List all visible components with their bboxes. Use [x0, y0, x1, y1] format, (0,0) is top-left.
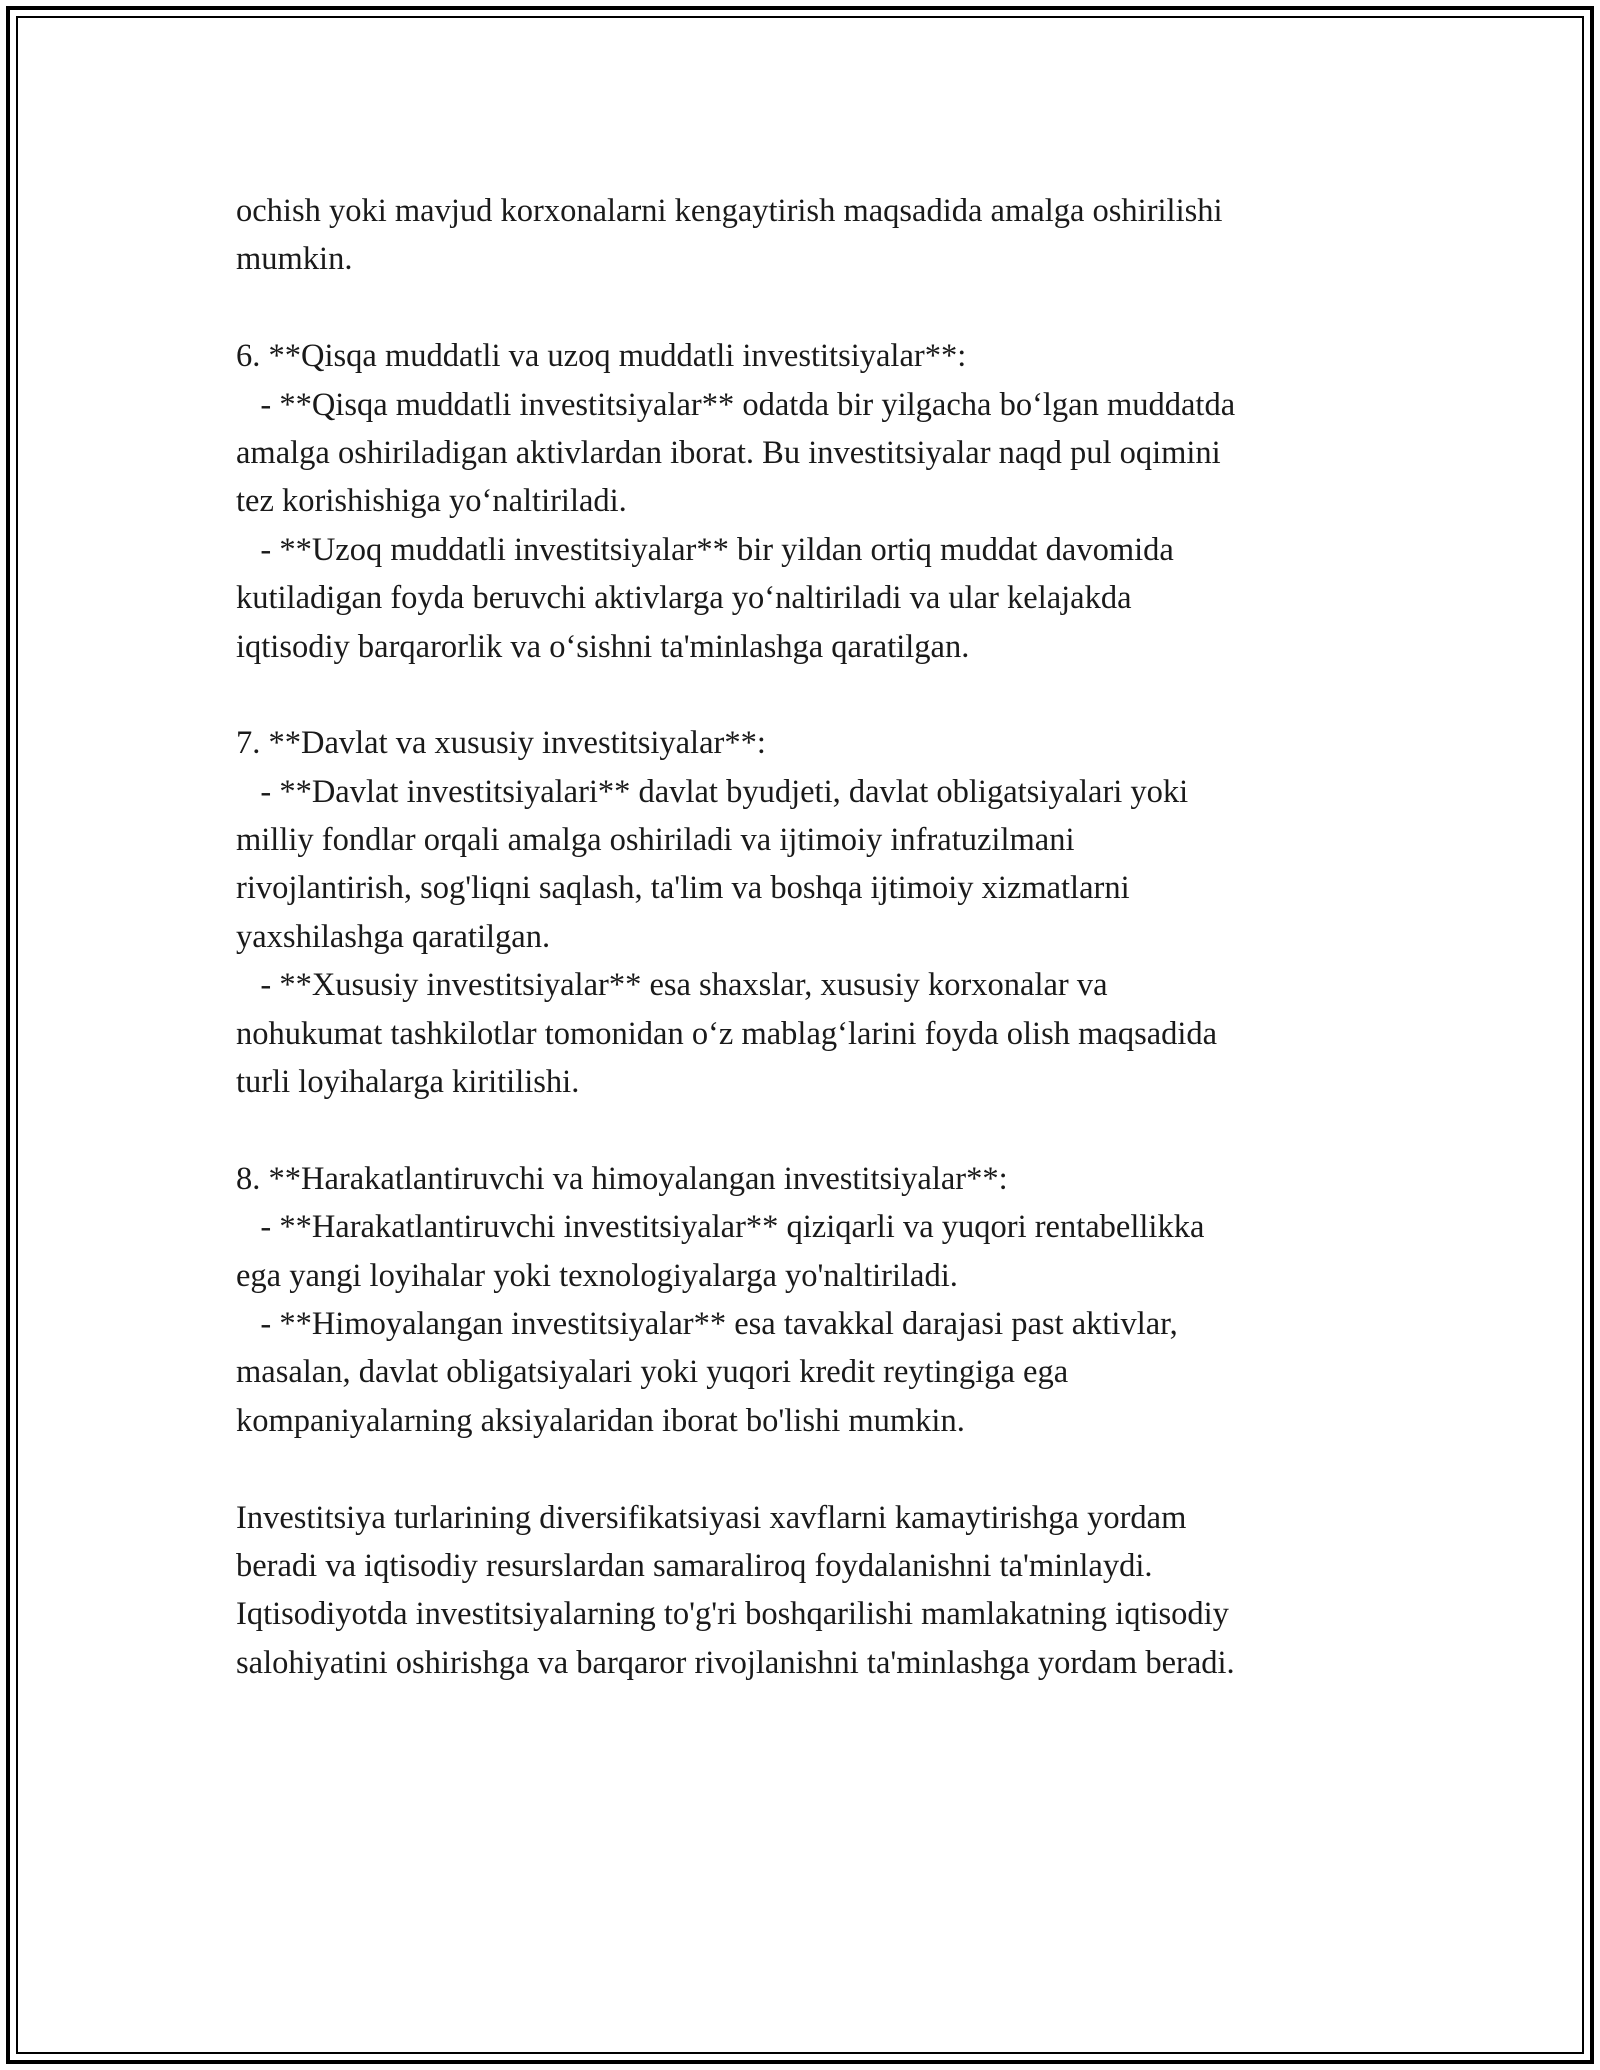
- section-7: [236, 719, 1396, 1106]
- document-body: [236, 187, 1396, 1687]
- section-heading: 6. **Qisqa muddatli va uzoq muddatli investitsiyalar**:: [236, 338, 967, 375]
- text-line: - **Himoyalangan investitsiyalar** esa tavakkal darajasi past aktivlar,: [236, 1305, 1178, 1342]
- paragraph-spacer: [236, 1445, 1396, 1493]
- text-line: - **Uzoq muddatli investitsiyalar** bir yildan ortiq muddat davomida: [236, 531, 1174, 568]
- text-line: masalan, davlat obligatsiyalari yoki yuqori kredit reytingiga ega: [236, 1354, 1069, 1391]
- text-line: kutiladigan foyda beruvchi aktivlarga yo‘naltiriladi va ular kelajakda: [236, 580, 1132, 617]
- text-line: ochish yoki mavjud korxonalarni kengaytirish maqsadida amalga oshirilishi: [236, 193, 1223, 229]
- text-line: - **Xususiy investitsiyalar** esa shaxslar, xususiy korxonalar va: [236, 967, 1108, 1004]
- text-line: Investitsiya turlarining diversifikatsiyasi xavflarni kamaytirishga yordam: [236, 1499, 1187, 1536]
- paragraph-spacer: [236, 284, 1396, 332]
- text-line: turli loyihalarga kiritilishi.: [236, 1064, 580, 1101]
- text-line: amalga oshiriladigan aktivlardan iborat. Bu investitsiyalar naqd pul oqimini: [236, 434, 1221, 471]
- text-line: nohukumat tashkilotlar tomonidan o‘z mablag‘larini foyda olish maqsadida: [236, 1015, 1218, 1052]
- text-line: - **Davlat investitsiyalari** davlat byudjeti, davlat obligatsiyalari yoki: [236, 773, 1189, 810]
- section-6: [236, 332, 1396, 671]
- section-8: [236, 1155, 1396, 1445]
- section-heading: 8. **Harakatlantiruvchi va himoyalangan investitsiyalar**:: [236, 1160, 1008, 1197]
- conclusion-paragraph: [236, 1494, 1396, 1688]
- text-line: mumkin.: [236, 241, 353, 278]
- section-heading: 7. **Davlat va xususiy investitsiyalar**:: [236, 725, 766, 762]
- text-line: - **Qisqa muddatli investitsiyalar** odatda bir yilgacha bo‘lgan muddatda: [236, 386, 1236, 423]
- text-line: yaxshilashga qaratilgan.: [236, 918, 551, 955]
- text-line: rivojlantirish, sog'liqni saqlash, ta'lim va boshqa ijtimoiy xizmatlarni: [236, 870, 1130, 907]
- text-line: - **Harakatlantiruvchi investitsiyalar** qiziqarli va yuqori rentabellikka: [236, 1209, 1205, 1246]
- text-line: tez korishishiga yo‘naltiriladi.: [236, 483, 627, 520]
- text-line: milliy fondlar orqali amalga oshiriladi va ijtimoiy infratuzilmani: [236, 822, 1075, 859]
- text-line: iqtisodiy barqarorlik va o‘sishni ta'minlashga qaratilgan.: [236, 628, 970, 665]
- paragraph-spacer: [236, 671, 1396, 719]
- text-line: salohiyatini oshirishga va barqaror rivojlanishni ta'minlashga yordam beradi.: [236, 1644, 1235, 1681]
- intro-paragraph: [236, 187, 1396, 284]
- text-line: Iqtisodiyotda investitsiyalarning to'g'ri boshqarilishi mamlakatning iqtisodiy: [236, 1596, 1229, 1633]
- text-line: kompaniyalarning aksiyalaridan iborat bo'lishi mumkin.: [236, 1402, 965, 1439]
- text-line: ega yangi loyihalar yoki texnologiyalarga yo'naltiriladi.: [236, 1257, 958, 1294]
- paragraph-spacer: [236, 1106, 1396, 1154]
- text-line: beradi va iqtisodiy resurslardan samaraliroq foydalanishni ta'minlaydi.: [236, 1547, 1153, 1584]
